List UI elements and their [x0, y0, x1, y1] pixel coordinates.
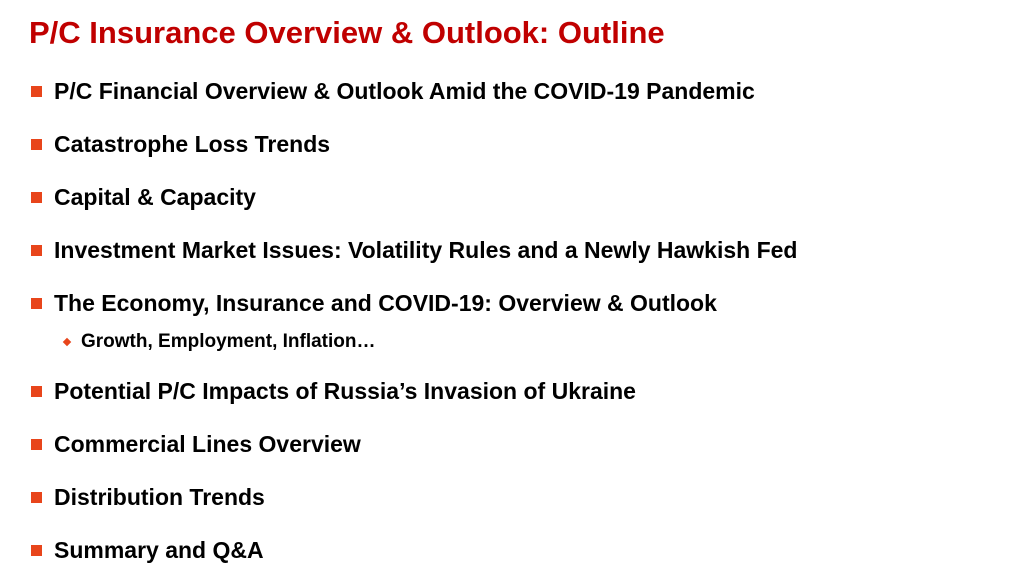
outline-item-label: Commercial Lines Overview	[54, 431, 361, 457]
outline-subitem-label: Growth, Employment, Inflation…	[81, 331, 376, 352]
outline-subitem	[64, 332, 376, 351]
outline-item	[31, 80, 755, 103]
square-bullet-icon	[31, 86, 42, 97]
outline-item	[31, 239, 797, 262]
outline-item-label: The Economy, Insurance and COVID-19: Overview & Outlook	[54, 290, 717, 316]
square-bullet-icon	[31, 439, 42, 450]
square-bullet-icon	[31, 386, 42, 397]
outline-item-label: Potential P/C Impacts of Russia’s Invasion of Ukraine	[54, 378, 636, 404]
square-bullet-icon	[31, 298, 42, 309]
outline-item-label: Capital & Capacity	[54, 184, 256, 210]
outline-item	[31, 133, 330, 156]
outline-item-label: Summary and Q&A	[54, 537, 264, 563]
diamond-bullet-icon	[63, 337, 71, 345]
slide-title: P/C Insurance Overview & Outlook: Outline	[29, 15, 665, 50]
square-bullet-icon	[31, 245, 42, 256]
outline-item	[31, 486, 265, 509]
outline-item	[31, 380, 636, 403]
square-bullet-icon	[31, 192, 42, 203]
outline-item-label: P/C Financial Overview & Outlook Amid the COVID-19 Pandemic	[54, 78, 755, 104]
square-bullet-icon	[31, 492, 42, 503]
outline-item-label: Distribution Trends	[54, 484, 265, 510]
outline-item	[31, 186, 256, 209]
outline-item	[31, 433, 361, 456]
square-bullet-icon	[31, 139, 42, 150]
outline-item-label: Catastrophe Loss Trends	[54, 131, 331, 157]
square-bullet-icon	[31, 545, 42, 556]
outline-item	[31, 292, 717, 315]
outline-item-label: Investment Market Issues: Volatility Rules and a Newly Hawkish Fed	[54, 237, 798, 263]
outline-item	[31, 539, 264, 562]
